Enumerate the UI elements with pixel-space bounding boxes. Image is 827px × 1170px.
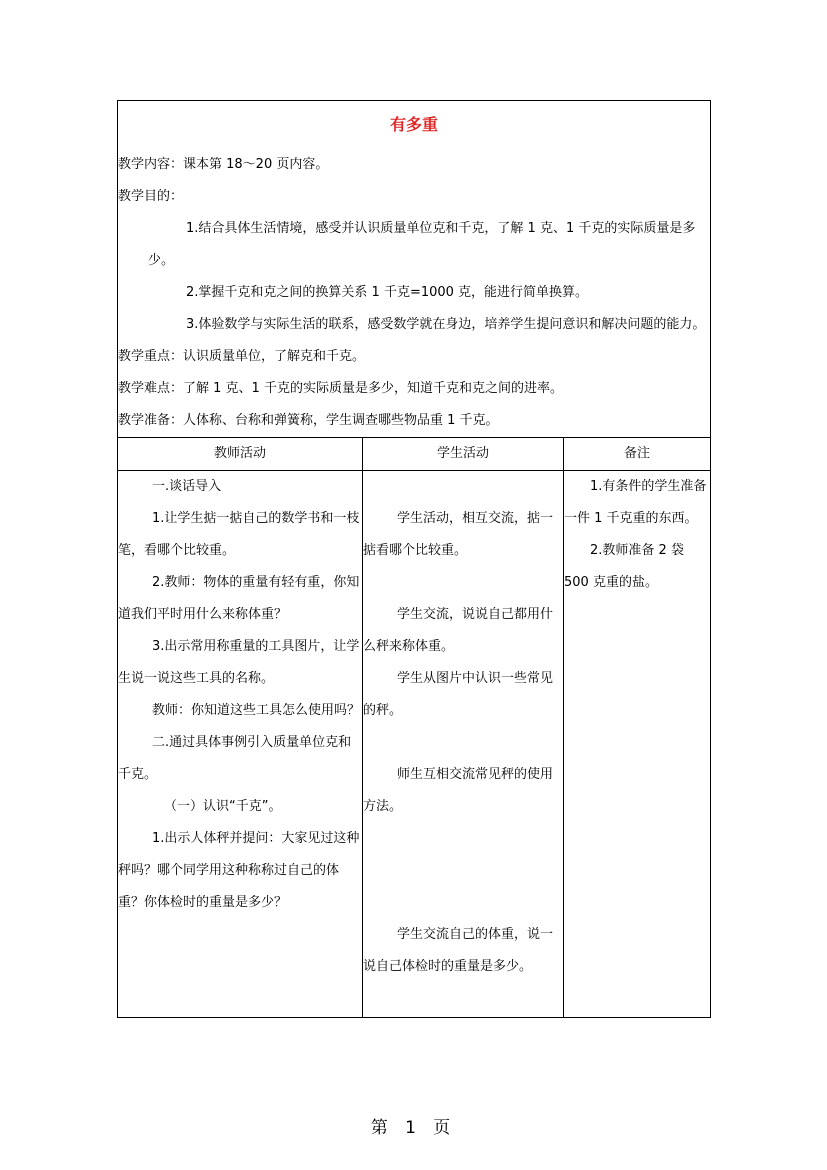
student-activity-item: 学生交流自己的体重，说一说自己体检时的重量是多少。 — [363, 927, 554, 974]
column-header-teacher: 教师活动 — [118, 438, 363, 471]
student-activity-item: 师生互相交流常见秤的使用方法。 — [363, 767, 554, 814]
student-activity-item: 学生交流，说说自己都用什么秤来称体重。 — [363, 607, 554, 654]
objective-2: 2.掌握千克和克之间的换算关系 1 千克=1000 克，能进行简单换算。 — [186, 285, 589, 300]
column-header-notes: 备注 — [564, 438, 711, 471]
page-number: 第 1 页 — [370, 1118, 457, 1138]
lesson-title: 有多重 — [390, 115, 439, 134]
column-header-student: 学生活动 — [363, 438, 564, 471]
preparation: 教学准备：人体称、台称和弹簧称，学生调查哪些物品重 1 千克。 — [118, 413, 499, 428]
notes-item: 1.有条件的学生准备一件 1 千克重的东西。 — [564, 479, 707, 526]
teacher-activity-item: 二.通过具体事例引入质量单位克和千克。 — [118, 735, 352, 782]
teacher-activity-item: 1.出示人体秤并提问：大家见过这种秤吗？哪个同学用这种称称过自己的体重？你体检时的重量是多少？ — [118, 831, 360, 910]
objective-3: 3.体验数学与实际生活的联系，感受数学就在身边，培养学生提问意识和解决问题的能力。 — [186, 317, 706, 332]
teacher-activity-item: 教师：你知道这些工具怎么使用吗？ — [152, 703, 361, 718]
notes-item: 2.教师准备 2 袋 500 克重的盐。 — [564, 543, 684, 590]
teacher-activity-item: 1.让学生掂一掂自己的数学书和一枝笔，看哪个比较重。 — [118, 511, 360, 558]
teacher-activity-cell — [118, 471, 363, 1018]
key-point: 教学重点：认识质量单位，了解克和千克。 — [118, 349, 366, 364]
content-line: 教学内容：课本第 18～20 页内容。 — [118, 157, 329, 172]
teacher-activity-item: 2.教师：物体的重量有轻有重，你知道我们平时用什么来称体重？ — [118, 575, 360, 622]
notes-cell — [564, 471, 711, 1018]
objectives-heading: 教学目的： — [118, 189, 184, 204]
teacher-activity-item: 3.出示常用称重量的工具图片，让学生说一说这些工具的名称。 — [118, 639, 360, 686]
lesson-plan-table — [117, 100, 711, 1018]
student-activity-cell — [363, 471, 564, 1018]
objective-1: 1.结合具体生活情境，感受并认识质量单位克和千克，了解 1 克、1 千克的实际质量是多少。 — [148, 221, 696, 268]
lesson-header-cell — [118, 101, 711, 438]
teacher-activity-item: 一.谈话导入 — [152, 479, 222, 494]
difficulty: 教学难点：了解 1 克、1 千克的实际质量是多少，知道千克和克之间的进率。 — [118, 381, 563, 396]
student-activity-item: 学生活动，相互交流，掂一掂看哪个比较重。 — [363, 511, 554, 558]
teacher-activity-item: （一）认识“千克”。 — [164, 799, 282, 814]
student-activity-item: 学生从图片中认识一些常见的秤。 — [363, 671, 554, 718]
